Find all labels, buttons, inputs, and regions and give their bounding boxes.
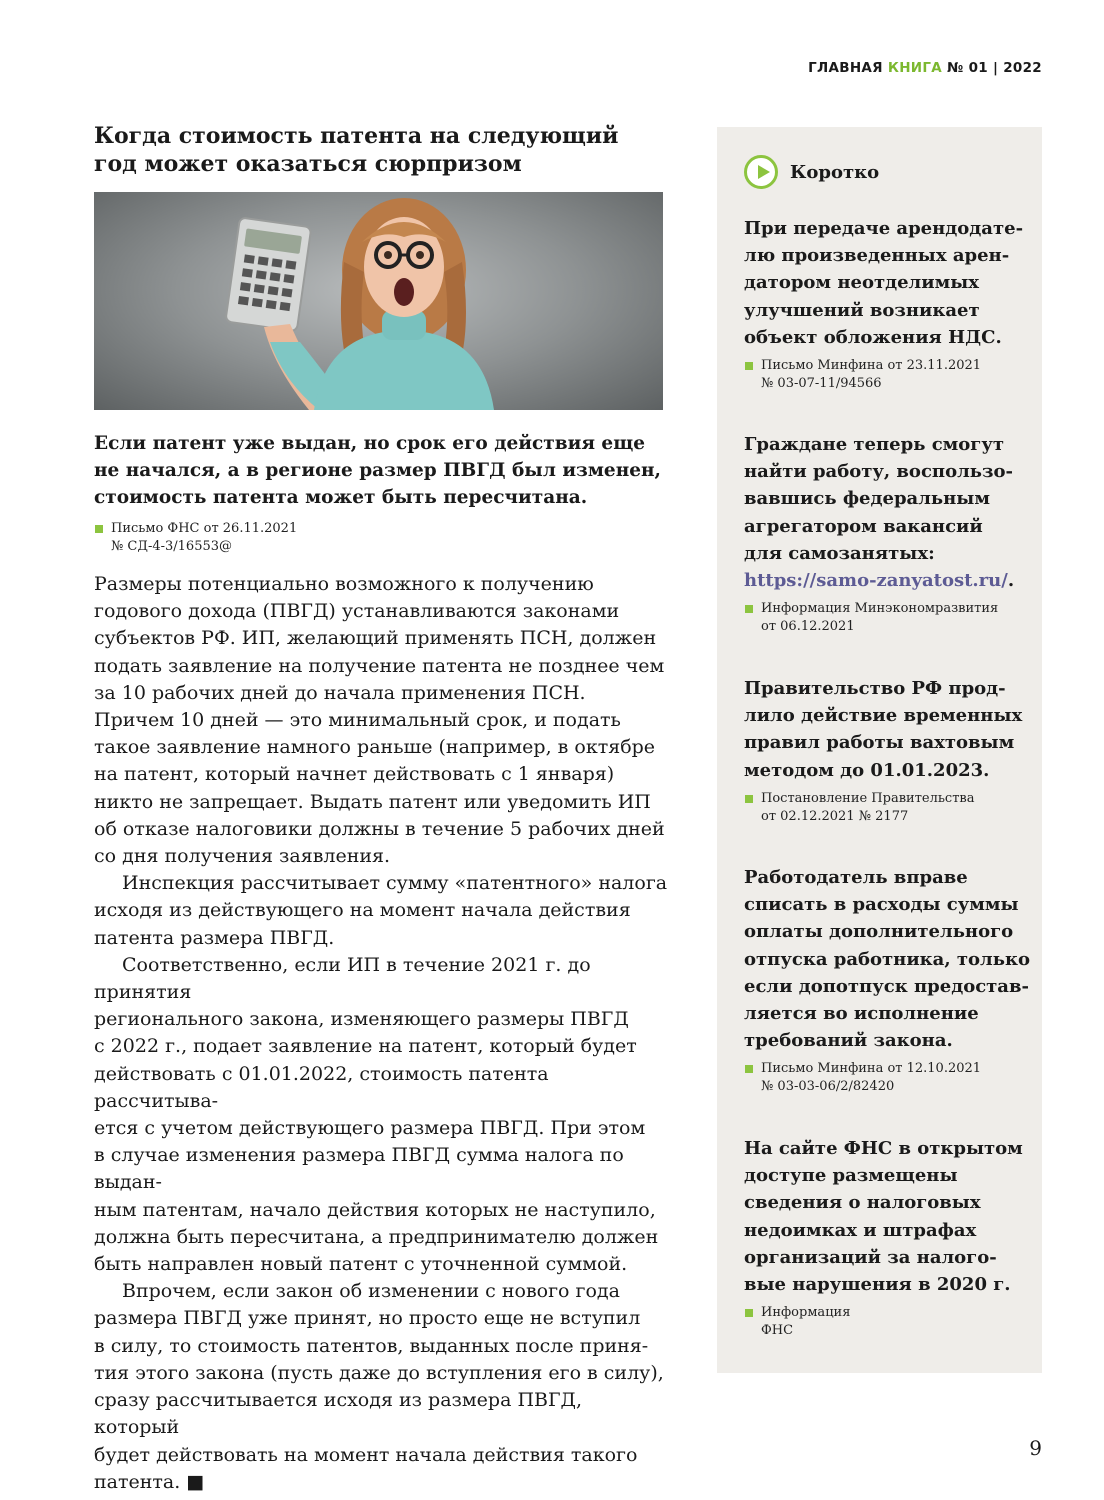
text-line: на патент, который начнет действовать с 1 января) — [94, 763, 615, 786]
paragraph-3 — [94, 952, 669, 1278]
article-lead — [94, 430, 669, 511]
text-line: Информация — [761, 1305, 851, 1321]
text-line: лю произведенных арен- — [744, 245, 1010, 267]
text-line: Работодатель вправе — [744, 867, 968, 888]
news-source — [744, 357, 1034, 393]
text-line: будет действовать на момент начала действия такого — [94, 1443, 638, 1466]
paragraph-2 — [94, 870, 669, 952]
text-line: улучшений возникает — [744, 299, 980, 321]
text-line: Граждане теперь смогут — [744, 434, 1005, 455]
calculator-image — [225, 217, 311, 331]
text-line: № 03-03-06/2/82420 — [761, 1079, 895, 1095]
text-line: лило действие временных — [744, 705, 1023, 727]
source-line: Письмо ФНС от 26.11.2021 — [111, 521, 298, 536]
text-line: правил работы вахтовым — [744, 732, 1015, 754]
title-line-1: Когда стоимость патента на следующий — [94, 123, 619, 149]
text-line: должна быть пересчитана, а предпринимателю должен — [94, 1225, 659, 1248]
text-line: размера ПВГД уже принят, но просто еще не вступил — [94, 1307, 641, 1330]
text-line: в силу, то стоимость патентов, выданных после приня- — [94, 1334, 649, 1357]
text-line: организаций за налого- — [744, 1246, 997, 1268]
source-marker-icon — [745, 795, 753, 803]
text-line: такое заявление намного раньше (например, в октябре — [94, 736, 656, 759]
news-item-2 — [744, 431, 1034, 636]
news-text — [744, 1135, 1034, 1298]
sidebar-heading — [744, 155, 879, 189]
link-tail: . — [1007, 570, 1015, 592]
text-line: На сайте ФНС в открытом — [744, 1138, 1023, 1159]
news-source — [744, 1304, 1034, 1340]
source-text — [761, 357, 981, 393]
source-marker-icon — [745, 362, 753, 370]
text-line: за 10 рабочих дней до начала применения ПСН. — [94, 681, 586, 704]
text-line: регионального закона, изменяющего размеры ПВГД — [94, 1008, 629, 1031]
paragraph-1 — [94, 571, 669, 870]
news-source — [744, 1060, 1034, 1096]
text-line: вые нарушения в 2020 г. — [744, 1274, 1011, 1296]
source-marker-icon — [95, 525, 103, 533]
text-line: патента. ■ — [94, 1470, 205, 1493]
text-line: Размеры потенциально возможного к получению — [94, 573, 594, 595]
text-line: от 06.12.2021 — [761, 619, 855, 635]
news-text — [744, 675, 1034, 784]
source-text — [761, 600, 998, 636]
lead-line: Если патент уже выдан, но срок его действия еще — [94, 433, 645, 454]
news-item-4 — [744, 864, 1034, 1096]
text-line: ным патентам, начало действия которых не наступило, — [94, 1198, 656, 1221]
text-line: если допотпуск предостав- — [744, 975, 1029, 997]
text-line: найти работу, воспользо- — [744, 461, 1013, 483]
page-number: 9 — [1029, 1436, 1042, 1460]
lead-line: стоимость патента может быть пересчитана. — [94, 487, 588, 508]
text-line: тия этого закона (пусть даже до вступления его в силу), — [94, 1361, 664, 1384]
news-link-line — [744, 567, 1034, 594]
text-line: подать заявление на получение патента не позднее чем — [94, 654, 665, 677]
sidebar-title: Коротко — [790, 161, 880, 183]
text-line: исходя из действующего на момент начала действия — [94, 899, 631, 922]
paragraph-4 — [94, 1278, 669, 1496]
text-line: патента размера ПВГД. — [94, 926, 335, 949]
photo-illustration — [94, 192, 663, 410]
news-item-5 — [744, 1135, 1034, 1340]
text-line: быть направлен новый патент с уточненной суммой. — [94, 1253, 628, 1276]
text-line: датором неотделимых — [744, 272, 980, 294]
source-text — [761, 1060, 981, 1096]
article-body — [94, 571, 669, 1496]
header-title-a: ГЛАВНАЯ — [808, 60, 883, 76]
text-line: сведения о налоговых — [744, 1192, 981, 1214]
title-line-2: год может оказаться сюрпризом — [94, 151, 522, 177]
text-line: субъектов РФ. ИП, желающий применять ПСН, должен — [94, 627, 657, 650]
news-item-1 — [744, 215, 1034, 393]
text-line: Постановление Правительства — [761, 790, 975, 806]
source-text — [761, 790, 974, 826]
article — [94, 122, 669, 1496]
text-line: вавшись федеральным — [744, 488, 990, 510]
text-line: для самозанятых: — [744, 542, 935, 564]
running-header — [808, 60, 1042, 76]
lead-source — [94, 520, 669, 556]
text-line: в случае изменения размера ПВГД сумма налога по выдан- — [94, 1144, 624, 1194]
text-line: от 02.12.2021 № 2177 — [761, 808, 909, 824]
header-issue: № 01 | 2022 — [947, 60, 1042, 76]
text-line: недоимках и штрафах — [744, 1219, 977, 1241]
text-line: Правительство РФ прод- — [744, 678, 1006, 699]
news-sidebar — [717, 127, 1042, 1373]
source-marker-icon — [745, 1065, 753, 1073]
text-line: Причем 10 дней — это минимальный срок, и подать — [94, 709, 621, 732]
lead-line: не начался, а в регионе размер ПВГД был изменен, — [94, 460, 661, 481]
source-line: № СД-4-3/16553@ — [111, 539, 233, 554]
text-line: доступе размещены — [744, 1165, 958, 1187]
text-line: При передаче арендодате- — [744, 218, 1024, 239]
text-line: со дня получения заявления. — [94, 845, 391, 868]
text-line: годового дохода (ПВГД) устанавливаются законами — [94, 600, 620, 623]
article-title — [94, 122, 669, 178]
news-source — [744, 600, 1034, 636]
text-line: сразу рассчитывается исходя из размера ПВГД, который — [94, 1389, 583, 1439]
text-line: ляется во исполнение — [744, 1003, 979, 1025]
text-line: списать в расходы суммы — [744, 894, 1019, 916]
play-icon — [744, 155, 778, 189]
text-line: Впрочем, если закон об изменении с нового года — [122, 1280, 620, 1303]
article-photo — [94, 192, 663, 410]
news-text — [744, 215, 1034, 351]
text-line: Соответственно, если ИП в течение 2021 г. до принятия — [94, 953, 591, 1004]
text-line: ФНС — [761, 1323, 794, 1339]
text-line: требований закона. — [744, 1030, 953, 1052]
source-marker-icon — [745, 605, 753, 613]
text-line: об отказе налоговики должны в течение 5 рабочих дней — [94, 817, 665, 840]
news-item-3 — [744, 675, 1034, 826]
news-source — [744, 790, 1034, 826]
text-line: Письмо Минфина от 23.11.2021 — [761, 358, 982, 374]
news-lines — [744, 431, 1034, 567]
text-line: отпуска работника, только — [744, 948, 1030, 970]
header-title-b: КНИГА — [887, 60, 943, 76]
text-line: объект обложения НДС. — [744, 326, 1002, 348]
text-line: Письмо Минфина от 12.10.2021 — [761, 1061, 982, 1077]
source-marker-icon — [745, 1309, 753, 1317]
text-line: № 03-07-11/94566 — [761, 376, 882, 392]
text-line: оплаты дополнительного — [744, 921, 1014, 943]
text-line: агрегатором вакансий — [744, 515, 983, 537]
text-line: ется с учетом действующего размера ПВГД. При этом — [94, 1117, 646, 1140]
vacancies-link[interactable]: https://samo-zanyatost.ru/ — [744, 570, 1008, 592]
news-text — [744, 864, 1034, 1054]
text-line: никто не запрещает. Выдать патент или уведомить ИП — [94, 790, 651, 813]
text-line: действовать с 01.01.2022, стоимость патента рассчитыва- — [94, 1062, 549, 1112]
text-line: Инспекция рассчитывает сумму «патентного» налога — [122, 872, 668, 895]
text-line: с 2022 г., подает заявление на патент, который будет — [94, 1035, 637, 1058]
news-text — [744, 431, 1034, 594]
text-line: Информация Минэкономразвития — [761, 601, 999, 617]
text-line: методом до 01.01.2023. — [744, 759, 990, 781]
source-text — [761, 1304, 850, 1340]
